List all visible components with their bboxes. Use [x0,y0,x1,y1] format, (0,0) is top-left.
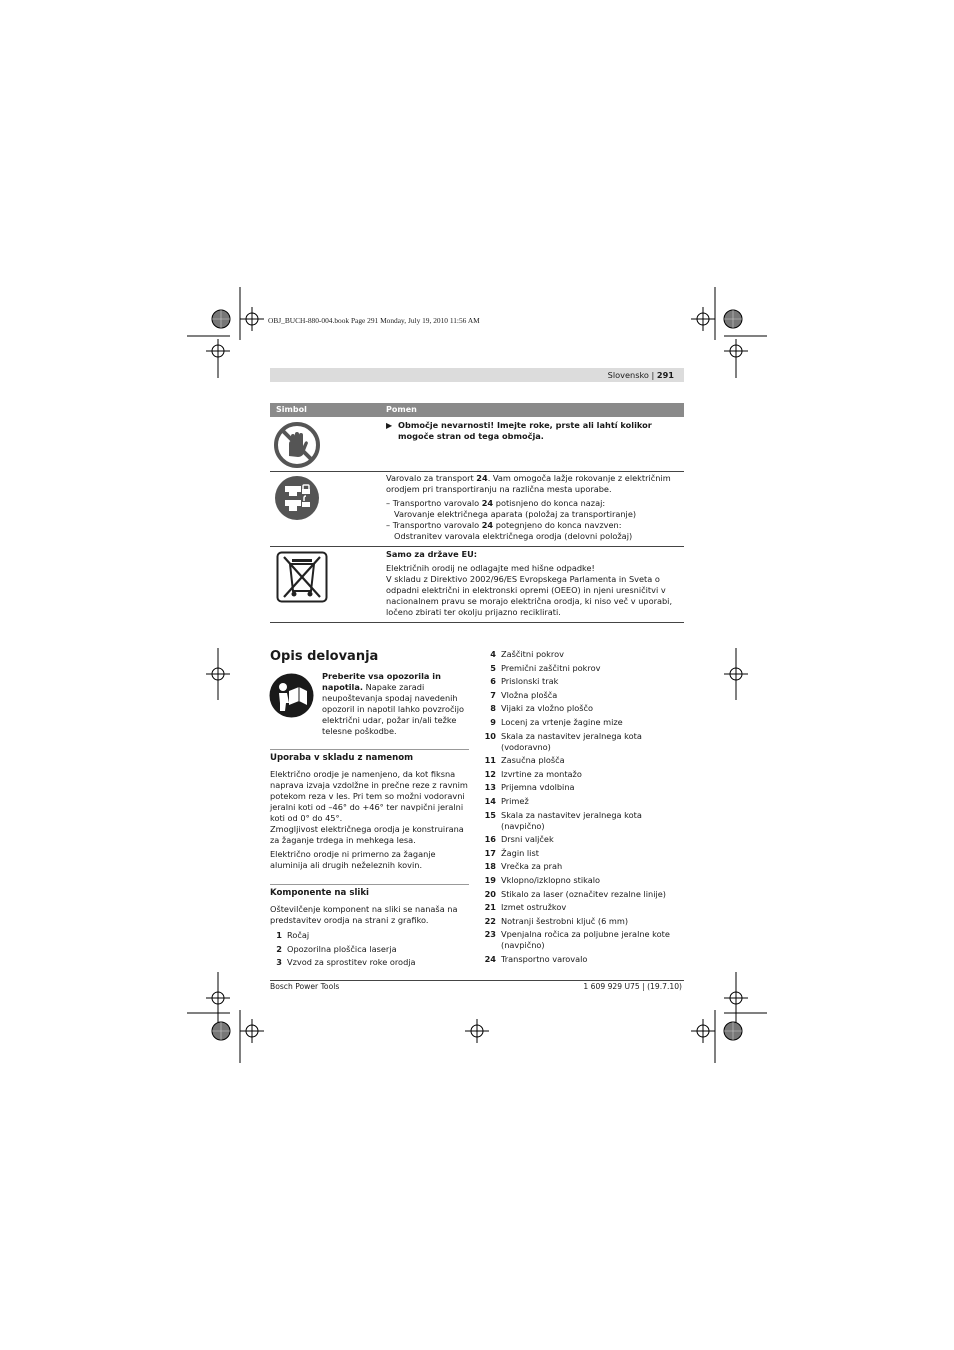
item-label: Vzvod za sprostitev roke orodja [287,957,416,967]
item-label: Zasučna plošča [501,755,565,766]
list-item [470,755,684,766]
item-number: 12 [484,768,496,779]
list-item [470,861,684,872]
item-label: Vrečka za prah [501,861,563,872]
list-item [256,944,470,955]
item-number: 8 [490,703,496,714]
table-row-divider [270,622,684,623]
item-label: Drsni valjček [501,834,554,845]
item-label: Skala za nastavitev jeralnega kota (navpično) [501,809,642,831]
item-label: Izmet ostružkov [501,902,567,913]
table-row-divider [270,546,684,547]
row2-item2-sub: Odstranitev varovala električnega orodja (delovni položaj) [394,531,633,541]
item-label: Notranji šestrobni ključ (6 mm) [501,915,629,926]
header-language: Slovensko [607,370,649,380]
item-number: 15 [484,809,496,820]
item-number: 21 [484,902,496,913]
item-number: 24 [484,953,496,964]
symbol-table-header [270,403,684,417]
intended-use-heading: Uporaba v skladu z namenom [270,753,414,763]
item-number: 20 [484,888,496,899]
list-item [470,676,684,687]
item-number: 4 [490,649,496,659]
list-item [470,649,684,660]
item-number: 17 [484,847,496,858]
list-item [470,796,684,807]
item-label: Žagin list [501,847,539,858]
item-number: 18 [484,861,496,872]
row1-text: Območje nevarnosti! Imejte roke, prste ali lahtí kolikor mogoče stran od tega območja. [398,420,652,441]
crossed-bin-icon [276,551,328,607]
list-item [470,703,684,714]
list-item [470,954,684,965]
row2-intro: Varovalo za transport [386,473,477,483]
list-item [470,889,684,900]
transport-lock-icon [274,475,320,525]
item-number: 5 [490,662,496,673]
row3-meaning [386,549,682,618]
page-header-bar [270,368,684,382]
header-page-number: 291 [656,370,674,380]
page-header-label [608,370,674,380]
list-item [470,875,684,886]
row2-item2-rest: potegnjeno do konca navzven: [493,520,622,530]
row2-item1-sub: Varovanje električnega aparata (položaj za transportiranje) [394,509,637,519]
item-number: 14 [484,795,496,806]
list-item [256,957,470,968]
list-item [470,731,684,753]
list-item [470,902,684,913]
section-title: Opis delovanja [270,649,379,664]
row2-item1: – Transportno varovalo [386,498,482,508]
item-label: Vijaki za vložno ploščo [501,703,594,714]
heading-rule [270,749,469,750]
bullet-triangle-icon: ▶ [386,421,393,430]
item-label: Prislonski trak [501,676,559,687]
item-label: Zaščitni pokrov [501,649,564,659]
row3-line1: Električnih orodij ne odlagajte med hišne odpadke! [386,563,595,573]
item-number: 22 [484,915,496,926]
item-number: 2 [276,943,282,954]
item-number: 16 [484,834,496,845]
col-symbol: Simbol [276,405,307,414]
footer-right: 1 609 929 U75 | (19.7.10) [583,982,682,991]
components-list-left [256,930,470,968]
warning-bold: Preberite vsa opozorila in napotila. [322,671,441,692]
list-item [470,717,684,728]
list-item [470,769,684,780]
row2-intro-rest: . Vam omogoča lažje rokovanje z električnim orodjem pri transportiranju na različna mesta uporabe. [386,473,671,494]
row2-item2-num: 24 [481,520,494,530]
item-label: Opozorilna ploščica laserja [287,943,397,954]
list-item [470,663,684,674]
item-number: 23 [484,929,496,940]
row2-item2: – Transportno varovalo [386,520,482,530]
components-heading: Komponente na sliki [270,888,369,898]
footer-rule [270,980,684,981]
footer-left: Bosch Power Tools [270,982,340,991]
intended-use-p1: Električno orodje je namenjeno, da kot fiksna naprava izvaja vzdolžne in prečne reze z ravnim potekom reza v les. Pri tem so možni vodoravni jeralni koti od –46° do +46° ter navpični jeralni koti od 0° do 45°. [270,769,468,823]
intended-use-p3: Električno orodje ni primerno za žaganje aluminija ali drugih neželeznih kovin. [270,849,436,870]
item-number: 10 [484,730,496,741]
item-number: 19 [484,874,496,885]
list-item [470,782,684,793]
row2-item1-num: 24 [481,498,494,508]
list-item [470,690,684,701]
book-meta-line: OBJ_BUCH-880-004.book Page 291 Monday, July 19, 2010 11:56 AM [268,316,480,325]
item-number: 11 [484,755,496,766]
item-label: Transportno varovalo [501,953,588,964]
read-manual-icon [269,673,314,722]
item-label: Stikalo za laser (označitev rezalne linije) [501,888,667,899]
item-number: 1 [276,930,282,940]
item-label: Vložna plošča [501,689,558,700]
item-number: 7 [490,689,496,700]
heading-rule [270,884,469,885]
item-label: Skala za nastavitev jeralnega kota (vodoravno) [501,730,642,752]
components-intro: Oštevilčenje komponent na sliki se nanaša na predstavitev orodja na strani z grafiko. [270,904,458,925]
item-label: Vklopno/izklopno stikalo [501,874,601,885]
item-number: 6 [490,676,496,687]
warning-text: Napake zaradi neupoštevanja spodaj navedenih opozoril in napotil lahko povzročijo električni udar, požar in/ali težke telesne poškodbe. [322,682,465,736]
col-meaning: Pomen [386,405,417,414]
row3-para: V skladu z Direktivo 2002/96/ES Evropskega Parlamenta in Sveta o odpadni električni in elektronski opremi (OEEO) in njeni uresničitvi v nacionalnem pravu se morajo električna orodja, ki niso več v uporabi, ločeno zbirati ter okolju prijazno reciklirati. [386,574,673,617]
list-item [470,834,684,845]
header-separator: | [651,370,655,380]
item-label: Premični zaščitni pokrov [501,662,601,673]
components-list-right [470,649,684,965]
intended-use-p2: Zmogljivost električnega orodja je konstruirana za žaganje trdega in mehkega lesa. [270,824,464,845]
item-number: 13 [484,782,496,793]
warning-paragraph [322,671,470,737]
list-item [470,810,684,832]
list-item [470,848,684,859]
item-label: Ročaj [287,930,310,940]
row2-meaning [386,473,682,542]
item-label: Locenj za vrtenje žagine mize [501,716,623,727]
item-number: 3 [276,957,282,967]
row2-item1-rest: potisnjeno do konca nazaj: [493,498,606,508]
hand-warning-icon [274,422,320,472]
item-label: Izvrtine za montažo [501,768,582,779]
row3-bold: Samo za države EU: [386,549,478,559]
item-label: Vpenjalna ročica za poljubne jeralne kote (navpično) [501,929,670,951]
row1-meaning [386,420,682,442]
table-row-divider [270,471,684,472]
list-item [470,916,684,927]
list-item [470,929,684,951]
row2-intro-num: 24 [476,473,488,483]
list-item [256,930,470,941]
item-number: 9 [490,716,496,727]
intended-use-body [270,769,469,871]
item-label: Prijemna vdolbina [501,782,575,793]
item-label: Primež [501,795,529,806]
